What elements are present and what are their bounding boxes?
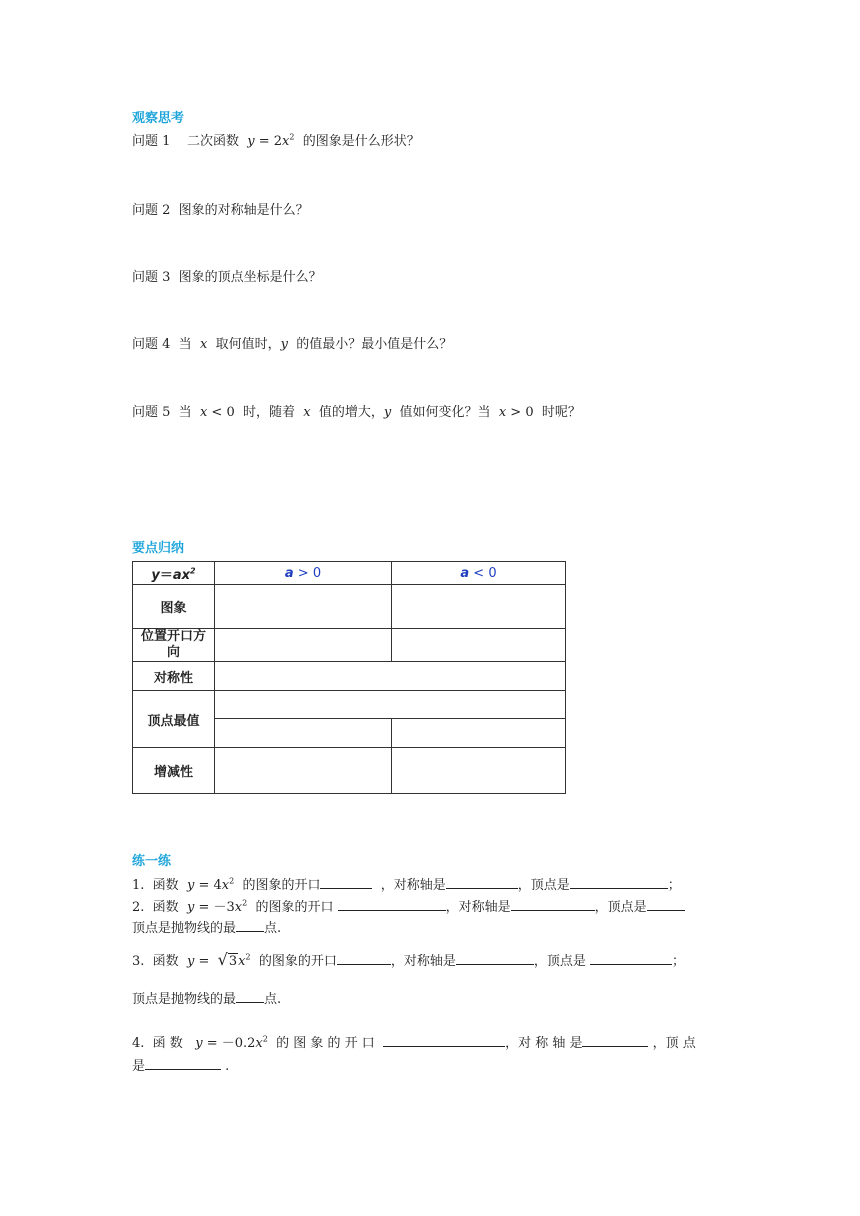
formula-var: y (151, 567, 160, 583)
practice-text: 的图象的开口 (255, 900, 334, 915)
table-row-label: 增减性 (133, 748, 215, 794)
formula-var: x (238, 954, 246, 969)
practice-text: 函数 (152, 954, 179, 969)
sqrt-symbol: √3 (217, 950, 238, 969)
table-corner (133, 562, 215, 585)
formula-part: = －0.2 (202, 1036, 256, 1051)
table-row-label: 对称性 (133, 662, 215, 691)
table-header-a-negative (392, 562, 566, 585)
table-row-label: 位置开口方向 (133, 629, 215, 662)
answer-blank[interactable] (590, 952, 672, 965)
practice-text: ，顶 点 (652, 1036, 696, 1051)
practice-2-line2 (132, 917, 281, 936)
table-cell (392, 719, 566, 748)
answer-blank[interactable] (570, 876, 668, 889)
question-text: 的图象是什么形状？ (302, 134, 420, 149)
practice-number: 1. (132, 878, 145, 893)
table-cell (215, 691, 566, 719)
section-title-observe: 观察思考 (132, 111, 185, 126)
table-row (133, 629, 566, 662)
answer-blank[interactable] (647, 898, 685, 911)
practice-1 (132, 874, 681, 893)
formula-var: x (282, 134, 290, 149)
answer-blank[interactable] (511, 898, 595, 911)
question-4 (132, 333, 452, 352)
formula-exponent: 2 (229, 876, 235, 886)
practice-text: ，顶点是 (594, 900, 647, 915)
practice-4 (132, 1032, 696, 1051)
table-cell (392, 748, 566, 794)
formula-var: a (284, 565, 294, 581)
formula-part: > 0 (506, 405, 534, 420)
formula-var: x (498, 405, 507, 420)
formula-var: y (247, 134, 255, 149)
formula-var: x (199, 337, 208, 352)
formula-var: y (280, 337, 288, 352)
question-label: 问题 1 (132, 134, 171, 149)
practice-2 (132, 896, 685, 915)
question-text: 时呢？ (541, 405, 581, 420)
practice-number: 4. (132, 1036, 145, 1051)
practice-3 (132, 950, 685, 969)
table-cell (392, 585, 566, 629)
formula-var: y (186, 954, 195, 969)
practice-4-line2 (132, 1055, 229, 1074)
table-cell (392, 629, 566, 662)
question-text: 值的增大， (318, 405, 384, 420)
answer-blank[interactable] (236, 990, 264, 1003)
radicand: 3 (228, 954, 238, 969)
question-5 (132, 401, 581, 420)
practice-text: ，顶点是 (517, 878, 570, 893)
practice-text: ，顶点是 (533, 954, 586, 969)
formula-part: = －3 (194, 900, 235, 915)
answer-blank[interactable] (383, 1034, 505, 1047)
question-text: 当 (178, 405, 192, 420)
practice-number: 3. (132, 954, 145, 969)
practice-text: 的图象的开口 (258, 954, 337, 969)
practice-text: 顶点是抛物线的最 (132, 921, 237, 936)
formula-exponent: 2 (262, 1034, 268, 1044)
practice-text: ； (667, 878, 681, 893)
table-row (133, 748, 566, 794)
formula-part: > 0 (293, 565, 322, 581)
question-label: 问题 2 (132, 203, 171, 218)
formula-var: y (383, 405, 392, 420)
answer-blank[interactable] (236, 919, 264, 932)
question-text: 二次函数 (186, 134, 239, 149)
formula-exponent: 2 (190, 566, 196, 576)
formula-var: y (195, 1036, 203, 1051)
question-text: 时，随着 (243, 405, 296, 420)
answer-blank[interactable] (337, 952, 391, 965)
practice-text: 点. (264, 992, 282, 1007)
practice-text: 的 图 象 的 开 口 (276, 1036, 375, 1051)
table-cell (215, 629, 392, 662)
question-2 (132, 199, 309, 218)
formula-exponent: 2 (245, 952, 251, 962)
table-cell (215, 662, 566, 691)
question-text: 取何值时， (215, 337, 281, 352)
section-title-practice: 练一练 (132, 854, 172, 869)
formula-var: y (186, 878, 195, 893)
question-text: 当 (178, 337, 192, 352)
table-row-label: 图象 (133, 585, 215, 629)
table-row-label: 顶点最值 (133, 691, 215, 748)
practice-text: 函 数 (152, 1036, 183, 1051)
formula-var: x (181, 567, 191, 583)
practice-text: 顶点是抛物线的最 (132, 992, 237, 1007)
table-row (133, 662, 566, 691)
table-row (133, 562, 566, 585)
practice-number: 2. (132, 900, 145, 915)
practice-text: ，对称轴是 (445, 900, 511, 915)
practice-text: 的图象的开口 (242, 878, 321, 893)
section-title-summary: 要点归纳 (132, 541, 185, 556)
practice-text: ； (672, 954, 686, 969)
practice-text: 点. (264, 921, 282, 936)
practice-text: ，对称轴是 (390, 954, 456, 969)
practice-text: 函数 (152, 900, 179, 915)
answer-blank[interactable] (320, 876, 372, 889)
formula-var: a (172, 567, 182, 583)
question-3 (132, 266, 322, 285)
question-label: 问题 4 (132, 337, 171, 352)
question-label: 问题 3 (132, 270, 171, 285)
formula-var: x (221, 878, 230, 893)
formula-exponent: 2 (289, 132, 295, 142)
summary-table (132, 561, 566, 794)
practice-text: ，对称轴是 (380, 878, 446, 893)
formula-var: x (303, 405, 311, 420)
question-text: 值如何变化？当 (399, 405, 491, 420)
answer-blank[interactable] (145, 1057, 221, 1070)
formula-part: < 0 (207, 405, 235, 420)
formula-var: x (234, 900, 243, 915)
practice-text: ，对 称 轴 是 (505, 1036, 583, 1051)
formula-part: = 2 (254, 134, 283, 149)
table-row (133, 691, 566, 719)
table-cell (215, 748, 392, 794)
table-header-a-positive (215, 562, 392, 585)
question-label: 问题 5 (132, 405, 171, 420)
formula-exponent: 2 (242, 898, 248, 908)
answer-blank[interactable] (582, 1034, 648, 1047)
question-text: 图象的顶点坐标是什么？ (178, 270, 322, 285)
formula-part: < 0 (469, 565, 497, 581)
practice-text: . (225, 1059, 230, 1074)
formula-var: x (199, 405, 208, 420)
answer-blank[interactable] (338, 898, 446, 911)
question-text: 的值最小？最小值是什么？ (296, 337, 453, 352)
formula-part: ＝ (159, 567, 173, 583)
formula-var: a (460, 565, 470, 581)
formula-var: x (255, 1036, 263, 1051)
formula-part: = (194, 954, 214, 969)
question-1 (132, 130, 420, 149)
answer-blank[interactable] (456, 952, 534, 965)
table-cell (215, 585, 392, 629)
formula-part: = 4 (194, 878, 222, 893)
answer-blank[interactable] (446, 876, 518, 889)
practice-3-line2 (132, 988, 281, 1007)
practice-text: 函数 (152, 878, 179, 893)
formula-var: y (186, 900, 195, 915)
question-text: 图象的对称轴是什么？ (178, 203, 309, 218)
practice-text: 是 (132, 1059, 146, 1074)
table-row (133, 585, 566, 629)
table-cell (215, 719, 392, 748)
